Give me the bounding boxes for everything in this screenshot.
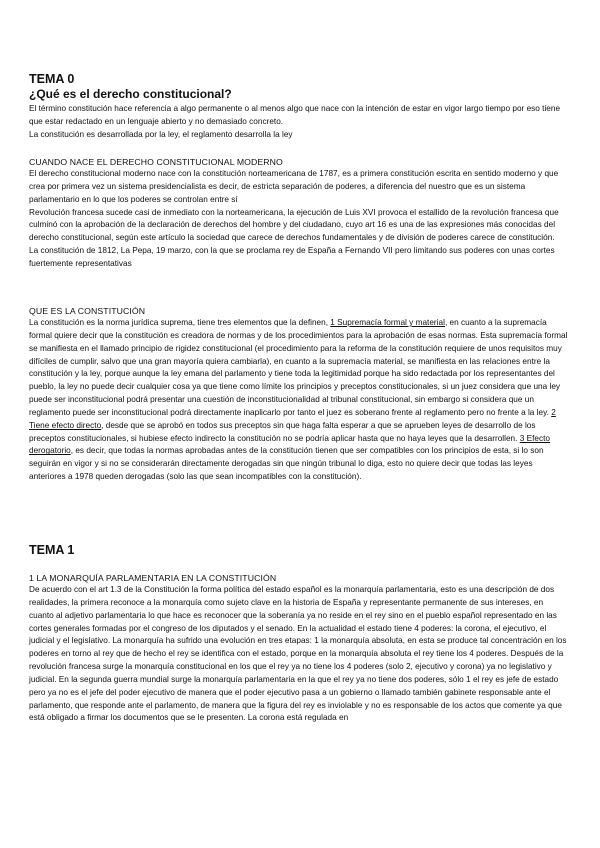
moderno-paragraph-3: La constitución de 1812, La Pepa, 19 marzo, con la que se proclama rey de España a Fernando VII pero limitando sus poderes con unas cortes fuertemente representativas xyxy=(29,246,555,268)
intro-paragraph-2: La constitución es desarrollada por la ley, el reglamento desarrolla la ley xyxy=(29,129,293,139)
moderno-paragraph-1: El derecho constitucional moderno nace con la constitución norteamericana de 1787, es a primera constitución escrita en sentido moderno y que crea por primera vez un sistema presidencialista es decir, de estricta separación de poderes, a diferencia del nuestro que es un sistema parlamentario en lo que los poderes se controlan entre sí xyxy=(29,169,559,204)
section-heading-monarquia: 1 LA MONARQUÍA PARLAMENTARIA EN LA CONSTITUCIÓN xyxy=(29,573,277,583)
underlined-efecto-directo: 2 Tiene efecto directo xyxy=(29,407,556,430)
section-derecho-moderno xyxy=(29,156,570,271)
section-monarquia xyxy=(29,572,570,725)
text-run: La constitución es la norma jurídica suprema, tiene tres elementos que la definen, xyxy=(29,318,331,327)
text-run: , es decir, que todas la normas aprobadas antes de la constitución tienen que ser compatibles con los principios de esta, si lo son seguirán en vigor y si no se considerarán directamente derogadas sin que ningún tribunal lo diga, esto no quiere decir que todas las leyes anteriores a 1978 queden derogadas (solo las que sean incompatibles con la constitución). xyxy=(29,446,544,482)
underlined-efecto-derogatorio: 3 Efecto derogatorio xyxy=(29,433,550,456)
intro-paragraph-1: El término constitución hace referencia a algo permanente o al menos algo que nace con la intención de estar en vigor largo tiempo por eso tiene que estar redactado en un lenguaje abierto y no demasiado concreto. xyxy=(29,104,561,126)
underlined-supremacia: 1 Supremacía formal y material xyxy=(330,318,445,327)
tema0-subtitle: ¿Qué es el derecho constitucional? xyxy=(29,87,232,101)
tema0-title: TEMA 0 xyxy=(29,72,75,86)
section-que-es-constitucion xyxy=(29,305,570,484)
text-run: , en cuanto a la supremacía formal quiere decir que la constitución es creadora de normas y de los procedimientos para la aprobación de esas normas. Esta supremacía formal se manifiesta en el llamado principio de rigidez constitucional (el procedimiento para la reforma de la constitución requiere de unos requisitos muy difíciles de cumplir, salvo que una gran mayoría quiera cambiarla), en cuanto a la supremacía material, se manifiesta en las relaciones entre la constitución y la ley, porque aunque la ley emana del parlamento y tiene toda la legitimidad porque ha sido redactada por los representantes del pueblo, la ley no puede decir cualquier cosa ya que tiene como límite los principios y preceptos constitucionales, si un juez considera que una ley puede ser inconstitucional podrá presentar una cuestión de inconstitucionalidad al tribunal constitucional, sin embargo si considera que un reglamento puede ser inconstitucional podrá directamente inaplicarlo por tanto el juez es soberano frente al reglamento pero no frente a la ley. xyxy=(29,318,568,417)
tema0-intro xyxy=(29,103,570,142)
constitucion-paragraph xyxy=(29,317,570,484)
monarquia-paragraph: De acuerdo con el art 1.3 de la Constitución la forma política del estado español es la monarquía parlamentaria, esto es una descripción de dos realidades, la primera reconoce a la monarquía como sujeto clave en la historia de España y representante permanente de sus intereses, en cuanto al adjetivo parlamentaria lo que hace es reconocer que la soberanía ya no reside en el rey sino en el pueblo español representado en las cortes generales formadas por el congreso de los diputados y el senado. En la actualidad el estado tiene 4 poderes: la corona, el ejecutivo, el judicial y el legislativo. La monarquía ha sufrido una evolución en tres etapas: 1 la monarquía absoluta, en esta se produce tal concentración en los poderes en torno al rey que de hecho el rey se identifica con el estado, porque en la monarquía absoluta el rey tiene los 4 poderes. Después de la revolución francesa surge la monarquía constitucional en los que el rey ya no tiene los 4 poderes (solo 2, ejecutivo y corona) ya no legislativo y judicial. En la segunda guerra mundial surge la monarquía parlamentaria en la que el rey ya no tiene dos poderes, sólo 1 el rey es jefe de estado pero ya no es el jefe del poder ejecutivo de manera que el poder ejecutivo pasa a un gobierno o llamado también gabinete responsable ante el parlamento, que responde ante el parlamento, de manera que la figura del rey es inviolable y no es responsable de los actos que comente ya que está obligado a firmar los documentos que se le presenten. La corona está regulada en xyxy=(29,585,567,723)
section-heading-constitucion: QUE ES LA CONSTITUCIÓN xyxy=(29,306,146,316)
moderno-paragraph-2: Revolución francesa sucede casi de inmediato con la norteamericana, la ejecución de Luis XVI provoca el estallido de la revolución francesa que culminó con la aprobación de la declaración de derechos del hombre y del ciudadano, cuyo art 16 es una de las expresiones más conocidas del derecho constitucional, según este artículo la sociedad que carece de derechos fundamentales y de división de poderes carece de constitución. xyxy=(29,207,559,243)
tema1-title: TEMA 1 xyxy=(29,543,75,557)
text-run: , desde que se aprobó en todos sus preceptos sin que haga falta esperar a que se aprueben leyes de desarrollo de los preceptos constitucionales, si hubiese efecto indirecto la constitución no se podría aplicar hasta que no haya leyes que la desarrollen. xyxy=(29,420,536,443)
section-heading-moderno: CUANDO NACE EL DERECHO CONSTITUCIONAL MODERNO xyxy=(29,157,283,167)
